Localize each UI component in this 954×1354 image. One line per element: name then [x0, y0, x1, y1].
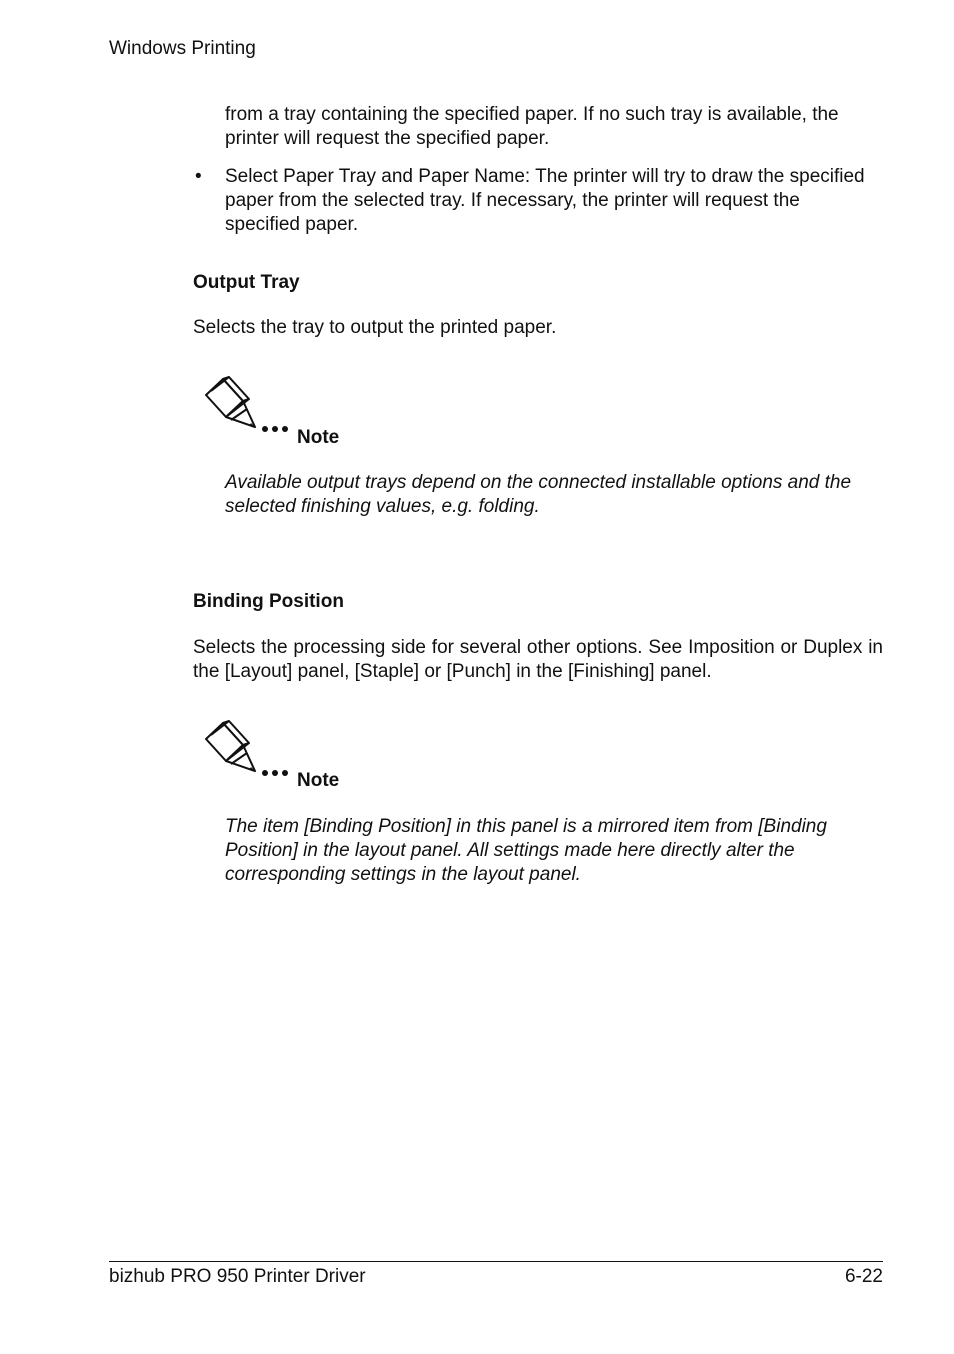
binding-position-description: Selects the processing side for several other options. See Imposition or Duplex in the [Layout] panel, [Staple] or [Punch] in the [Finishing] panel.	[193, 637, 883, 682]
pencil-note-icon	[203, 719, 293, 779]
note-label: Note	[297, 770, 340, 791]
footer-divider	[109, 1261, 883, 1262]
binding-position-heading: Binding Position	[193, 591, 344, 612]
continuation-paragraph: from a tray containing the specified paper. If no such tray is available, the printer will request the specified paper.	[225, 104, 839, 149]
note-text: The item [Binding Position] in this panel is a mirrored item from [Binding Position] in the layout panel. All settings made here directly alter the corresponding settings in the layout panel.	[225, 816, 827, 885]
output-tray-description: Selects the tray to output the printed paper.	[193, 317, 557, 338]
pencil-note-icon	[203, 375, 293, 435]
note-text: Available output trays depend on the connected installable options and the selected finishing values, e.g. folding.	[225, 472, 852, 517]
bullet-icon: •	[195, 166, 202, 187]
running-header: Windows Printing	[109, 38, 256, 59]
footer-product: bizhub PRO 950 Printer Driver	[109, 1266, 366, 1287]
page-number: 6-22	[844, 1266, 883, 1287]
note-label: Note	[297, 427, 340, 448]
bullet-item: Select Paper Tray and Paper Name: The printer will try to draw the specified paper from the selected tray. If necessary, the printer will request the specified paper.	[225, 166, 865, 235]
output-tray-heading: Output Tray	[193, 272, 300, 293]
